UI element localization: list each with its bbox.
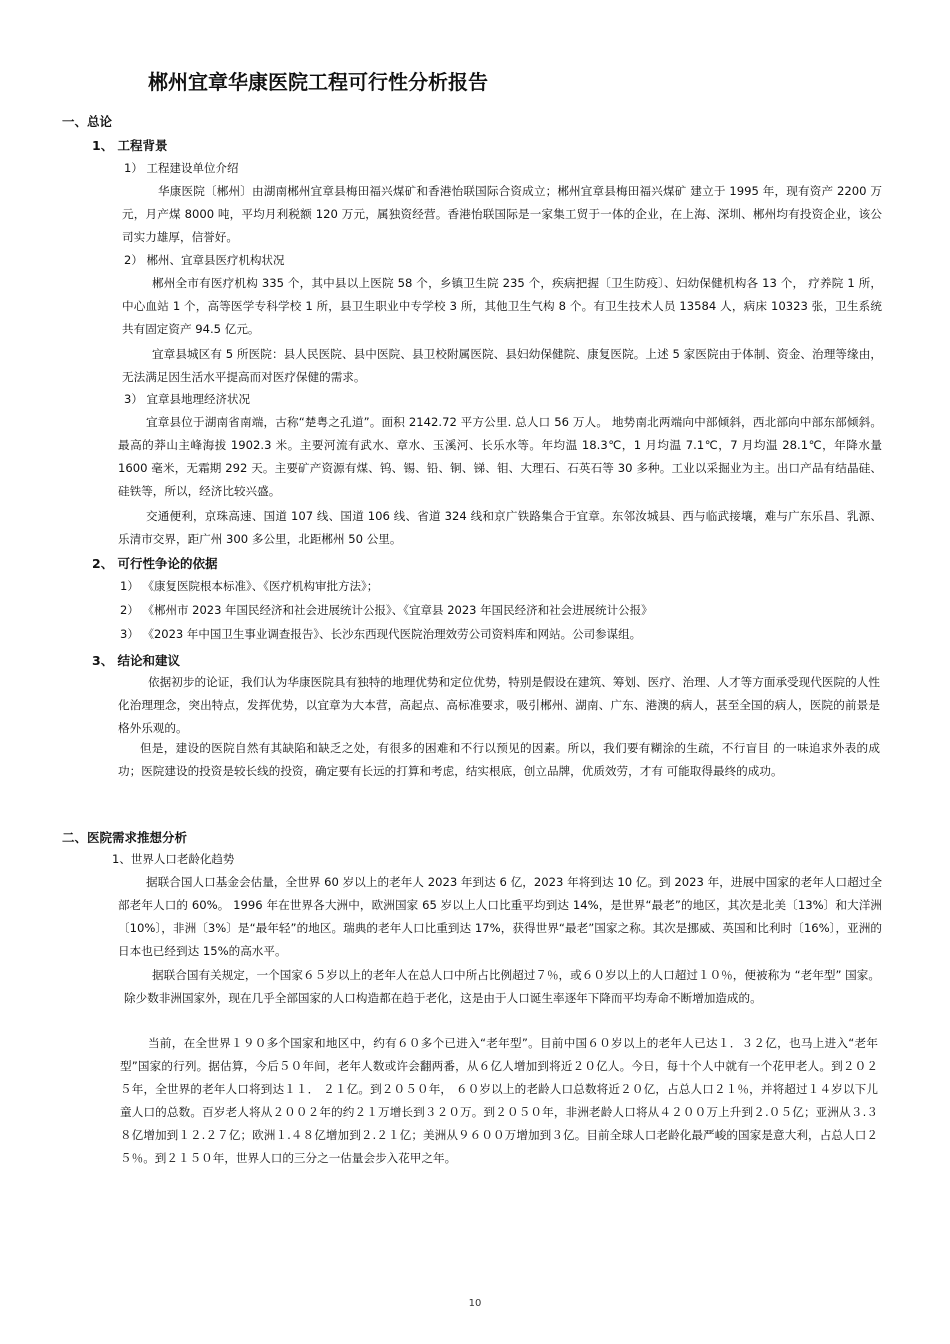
section-heading-overview: 一、总论 bbox=[62, 114, 113, 129]
paragraph-risks: 但是，建设的医院自然有其缺陷和缺乏之处，有很多的困难和不行以预见的因素。所以，我们要有糊涂的生疏，不行盲目 的一味追求外表的成功；医院建设的投资是较长线的投资，确定要有长远的打算和考虑，结实根底，创立品牌，优质效劳，才有 可能取得最终的成功。 bbox=[118, 741, 880, 778]
paragraph-company-intro: 华康医院〔郴州〕由湖南郴州宜章县梅田福兴煤矿和香港怡联国际合资成立；郴州宜章县梅田福兴煤矿 建立于 1995 年，现有资产 2200 万元，月产煤 8000 吨，平均月利税额 120 万元，属独资经营。香港怡联国际是一家集工贸于一体的企业，在上海、深圳、郴州均有投资企业，该公司实力雄厚，信誉好。 bbox=[122, 184, 882, 244]
list-item: 3） 《2023 年中国卫生事业调查报告》、长沙东西现代医院治理效劳公司资料库和网站。公司参谋组。 bbox=[120, 627, 642, 641]
item-label-geography-economy: 3） 宜章县地理经济状况 bbox=[124, 392, 250, 406]
paragraph-aging-estimate: 据联合国人口基金会估量，全世界 60 岁以上的老年人 2023 年到达 6 亿，2023 年将到达 10 亿。到 2023 年，进展中国家的老年人口超过全部老年人口的 60%。 1996 年在世界各大洲中，欧洲国家 65 岁以上人口比重平均到达 14%，是世界“最老”的地区，其次是北美〔13%〕和大洋洲〔10%〕，非洲〔3%〕是“最年轻”的地区。瑞典的老年人口比重到达 17%，获得世界“最老”国家之称。其次是挪威、英国和比利时〔16%〕，亚洲的日本也已经到达 15%的高水平。 bbox=[118, 875, 882, 958]
paragraph-geography: 宜章县位于湖南省南端，古称“楚粤之孔道”。面积 2142.72 平方公里. 总人口 56 万人。 地势南北两端向中部倾斜，西北部向中部东部倾斜。最高的莽山主峰海拔 1902.3 米。主要河流有武水、章水、玉溪河、长乐水等。年均温 18.3℃，1 月均温 7.1℃，7 月均温 28.1℃，年降水量 1600 毫米，无霜期 292 天。主要矿产资源有煤、钨、锡、铅、铜、锑、钼、大理石、石英石等 30 多种。工业以采掘业为主。出口产品有结晶硅、硅铁等，所以，经济比较兴盛。 bbox=[118, 415, 882, 498]
page-number: 10 bbox=[468, 1298, 482, 1309]
page-title: 郴州宜章华康医院工程可行性分析报告 bbox=[148, 70, 488, 94]
paragraph-aging-trend: 当前，在全世界１９０多个国家和地区中，约有６０多个已进入“老年型”。目前中国６０岁以上的老年人已达１．３２亿，也马上进入“老年型”国家的行列。据估算，今后５０年间，老年人数或许会翻两番，从６亿人增加到将近２０亿人。今日，每十个人中就有一个花甲老人。到２０２５年，全世界的老年人口将到达１１． ２１亿。到２０５０年， ６０岁以上的老龄人口总数将近２０亿，占总人口２１％，并将超过１４岁以下儿童人口的总数。百岁老人将从２００２年的约２１万增长到３２０万。到２０５０年，非洲老龄人口将从４２００万上升到２.０５亿；亚洲从３.３８亿增加到１２.２７亿；欧洲１.４８亿增加到２.２１亿；美洲从９６００万增加到３亿。目前全球人口老龄化最严峻的国家是意大利，占总人口２５％。到２１５０年，世界人口的三分之一估量会步入花甲之年。 bbox=[120, 1036, 878, 1165]
section-heading-demand: 二、医院需求推想分析 bbox=[62, 830, 188, 845]
paragraph-conclusion: 依据初步的论证，我们认为华康医院具有独特的地理优势和定位优势，特别是假设在建筑、筹划、医疗、治理、人才等方面承受现代医院的人性化治理理念，突出特点，发挥优势，以宜章为大本营，高起点、高标准要求，吸引郴州、湖南、广东、港澳的病人，甚至全国的病人，医院的前景是格外乐观的。 bbox=[118, 675, 880, 735]
subsection-heading-aging: 1、世界人口老龄化趋势 bbox=[112, 852, 235, 866]
list-item: 2） 《郴州市 2023 年国民经济和社会进展统计公报》、《宜章县 2023 年国民经济和社会进展统计公报》 bbox=[120, 603, 653, 617]
paragraph-county-hospitals: 宜章县城区有 5 所医院：县人民医院、县中医院、县卫校附属医院、县妇幼保健院、康复医院。上述 5 家医院由于体制、资金、治理等缘由，无法满足因生活水平提高而对医疗保健的需求。 bbox=[122, 347, 882, 384]
subsection-heading-background: 1、 工程背景 bbox=[92, 138, 168, 153]
paragraph-transport: 交通便利，京珠高速、国道 107 线、国道 106 线、省道 324 线和京广铁路集合于宜章。东邻汝城县、西与临武接壤，难与广东乐昌、乳源、乐清市交界，距广州 300 多公里，北距郴州 50 公里。 bbox=[118, 509, 882, 546]
paragraph-aging-definition: 据联合国有关规定，一个国家６５岁以上的老年人在总人口中所占比例超过７％，或６０岁以上的人口超过１０％，便被称为 “老年型” 国家。除少数非洲国家外，现在几乎全部国家的人口构造都在趋于老化，这是由于人口诞生率逐年下降而平均寿命不断增加造成的。 bbox=[124, 968, 880, 1005]
item-label-medical-status: 2） 郴州、宜章县医疗机构状况 bbox=[124, 253, 285, 267]
list-item: 1） 《康复医院根本标准》、《医疗机构审批方法》； bbox=[120, 579, 379, 593]
subsection-heading-conclusion: 3、 结论和建议 bbox=[92, 653, 181, 668]
paragraph-medical-institutions: 郴州全市有医疗机构 335 个，其中县以上医院 58 个，乡镇卫生院 235 个，疾病把握〔卫生防疫〕、妇幼保健机构各 13 个， 疗养院 1 所，中心血站 1 个，高等医学专科学校 1 所，县卫生职业中专学校 3 所，其他卫生气构 8 个。有卫生技术人员 13584 人，病床 10323 张，卫生系统共有固定资产 94.5 亿元。 bbox=[122, 276, 882, 336]
item-label-company: 1） 工程建设单位介绍 bbox=[124, 161, 239, 175]
subsection-heading-basis: 2、 可行性争论的依据 bbox=[92, 556, 218, 571]
